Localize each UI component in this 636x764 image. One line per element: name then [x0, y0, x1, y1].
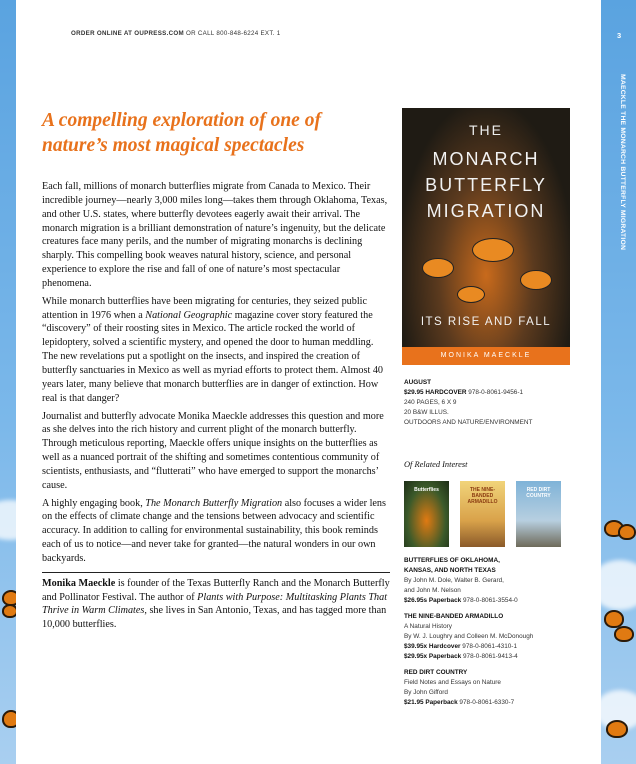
related-price: $26.95s Paperback	[404, 597, 462, 604]
cover-title	[402, 146, 570, 224]
headline-line-1: A compelling exploration of one of	[42, 110, 321, 131]
related-price-line	[404, 642, 579, 652]
paragraph-2-text: While monarch butterflies have been migrating for centuries, they seized public attention in 1976 when a	[42, 295, 368, 321]
related-author: and John M. Nelson	[404, 587, 461, 594]
related-price: $29.95x Paperback	[404, 653, 462, 660]
paragraph-4-text: also focuses a wider lens on the effects of climate change and the tensions between advocacy and scientific accuracy. In addition to calling for environmental sustainability, this book reminds each of us to notice—and never take for granted—the natural wonders in our own backyards.	[42, 497, 386, 564]
related-cover-2[interactable]	[460, 481, 505, 547]
butterfly-art	[520, 270, 552, 290]
paragraph-4-text: A highly engaging book,	[42, 497, 146, 509]
related-price: $21.95 Paperback	[404, 699, 458, 706]
book-details	[404, 378, 579, 428]
related-isbn: 978-0-8061-4310-1	[460, 643, 517, 650]
related-author: By John M. Dole, Walter B. Gerard,	[404, 577, 504, 584]
related-isbn: 978-0-8061-3554-0	[461, 597, 518, 604]
related-price: $39.95x Hardcover	[404, 643, 461, 650]
related-cover-3[interactable]	[516, 481, 561, 547]
page-number: 3	[617, 31, 622, 40]
category: OUTDOORS AND NATURE/ENVIRONMENT	[404, 419, 533, 426]
book-description	[42, 180, 390, 636]
related-price-line	[404, 652, 579, 662]
illustrations: 20 B&W ILLUS.	[404, 409, 449, 416]
cover-author: MONIKA MAECKLE	[402, 347, 570, 365]
related-author: By W. J. Loughry and Colleen M. McDonough	[404, 633, 534, 640]
related-title: KANSAS, AND NORTH TEXAS	[404, 567, 496, 574]
related-title: THE NINE-BANDED ARMADILLO	[404, 613, 504, 620]
paragraph-3: Journalist and butterfly advocate Monika Maeckle addresses this question and more as she delves into the rich history and current plight of the monarch butterfly. Through meticulous reporting, Maeckle offers unique insights on the butterflies as well as a nuanced portrait of the shifting and sometimes contentious community of scientists, enthusiasts, and “flutterati” who have emerged to support the monarchs’ cause.	[42, 410, 384, 491]
isbn: 978-0-8061-9456-1	[466, 389, 524, 396]
running-side-title: MAECKLE THE MONARCH BUTTERFLY MIGRATION	[619, 74, 626, 251]
related-cover-title: Butterflies	[414, 487, 439, 493]
related-price-line	[404, 698, 579, 708]
divider	[42, 572, 390, 573]
author-bio-text: , she lives in San Antonio, Texas, and has tagged more than 10,000 butterflies.	[42, 605, 387, 631]
order-info	[71, 30, 281, 37]
headline	[42, 108, 362, 158]
related-subtitle: A Natural History	[404, 623, 452, 630]
prior-book-title: Plants with Purpose: Multitasking Plants That Thrive in Warm Climates	[42, 591, 388, 617]
related-book-2	[404, 612, 579, 662]
related-author: By John Gifford	[404, 689, 448, 696]
related-cover-title: THE NINE-BANDED ARMADILLO	[467, 487, 498, 505]
price: $29.95 HARDCOVER	[404, 389, 467, 396]
book-title-inline: The Monarch Butterfly Migration	[145, 497, 283, 509]
related-price-line	[404, 596, 579, 606]
paragraph-4	[42, 497, 390, 566]
related-book-1	[404, 556, 579, 606]
related-isbn: 978-0-8061-6330-7	[457, 699, 515, 706]
related-cover-title: RED DIRT COUNTRY	[526, 487, 551, 499]
butterfly-art	[457, 286, 485, 303]
headline-line-2: nature’s most magical spectacles	[42, 135, 305, 156]
author-name: Monika Maeckle	[42, 577, 116, 589]
related-subtitle: Field Notes and Essays on Nature	[404, 679, 501, 686]
page-count: 240 PAGES, 6 X 9	[404, 399, 457, 406]
related-cover-1[interactable]	[404, 481, 449, 547]
order-phone: OR CALL 800-848-6224 EXT. 1	[183, 30, 281, 37]
book-cover[interactable]	[402, 108, 570, 365]
related-title: BUTTERFLIES OF OKLAHOMA,	[404, 557, 500, 564]
related-title: RED DIRT COUNTRY	[404, 669, 468, 676]
related-isbn: 978-0-8061-9413-4	[461, 653, 518, 660]
cover-subtitle: ITS RISE AND FALL	[420, 316, 552, 328]
butterfly-art	[422, 258, 454, 278]
cover-title-text: MONARCH BUTTERFLY MIGRATION	[425, 149, 547, 221]
author-bio-text: is founder of the Texas Butterfly Ranch and the Monarch Butterfly and Pollinator Festival. The author of	[42, 577, 390, 603]
price-line	[404, 388, 579, 398]
related-book-3	[404, 668, 579, 708]
order-link[interactable]: ORDER ONLINE AT OUPRESS.COM	[71, 30, 184, 37]
paragraph-2	[42, 295, 390, 406]
magazine-title: National Geographic	[145, 309, 233, 321]
author-bio	[42, 577, 390, 632]
related-interest-heading: Of Related Interest	[404, 460, 468, 469]
paragraph-1: Each fall, millions of monarch butterflies migrate from Canada to Mexico. Their incredible journey—nearly 3,000 miles long—takes them through Oklahoma, Texas, and other U.S. states, where butterfly devotees eagerly await their arrival. The monarch migration is a brilliant demonstration of nature’s ingenuity, but the delicate creatures face many perils, and the number of migrating monarchs is declining sharply. This compelling book weaves natural history, science, and personal experience to explore the rise and fall of one of nature’s most spectacular phenomena.	[42, 181, 388, 289]
cover-title-the: THE	[469, 122, 503, 138]
release-month: AUGUST	[404, 379, 431, 386]
butterfly-art	[472, 238, 514, 262]
paragraph-2-text: magazine cover story featured the “discovery” of their roosting sites in Mexico. The article rocked the world of lepidoptery, solved a scientific mystery, and opened the door to human meddling. The new revelations put a spotlight on the insects, and inspired the creation of butterfly sanctuaries in Mexico as well as myriad efforts to protect them. Almost 40 years later, many believe that monarch butterflies are in danger of extinction. How real is that danger?	[42, 309, 384, 404]
